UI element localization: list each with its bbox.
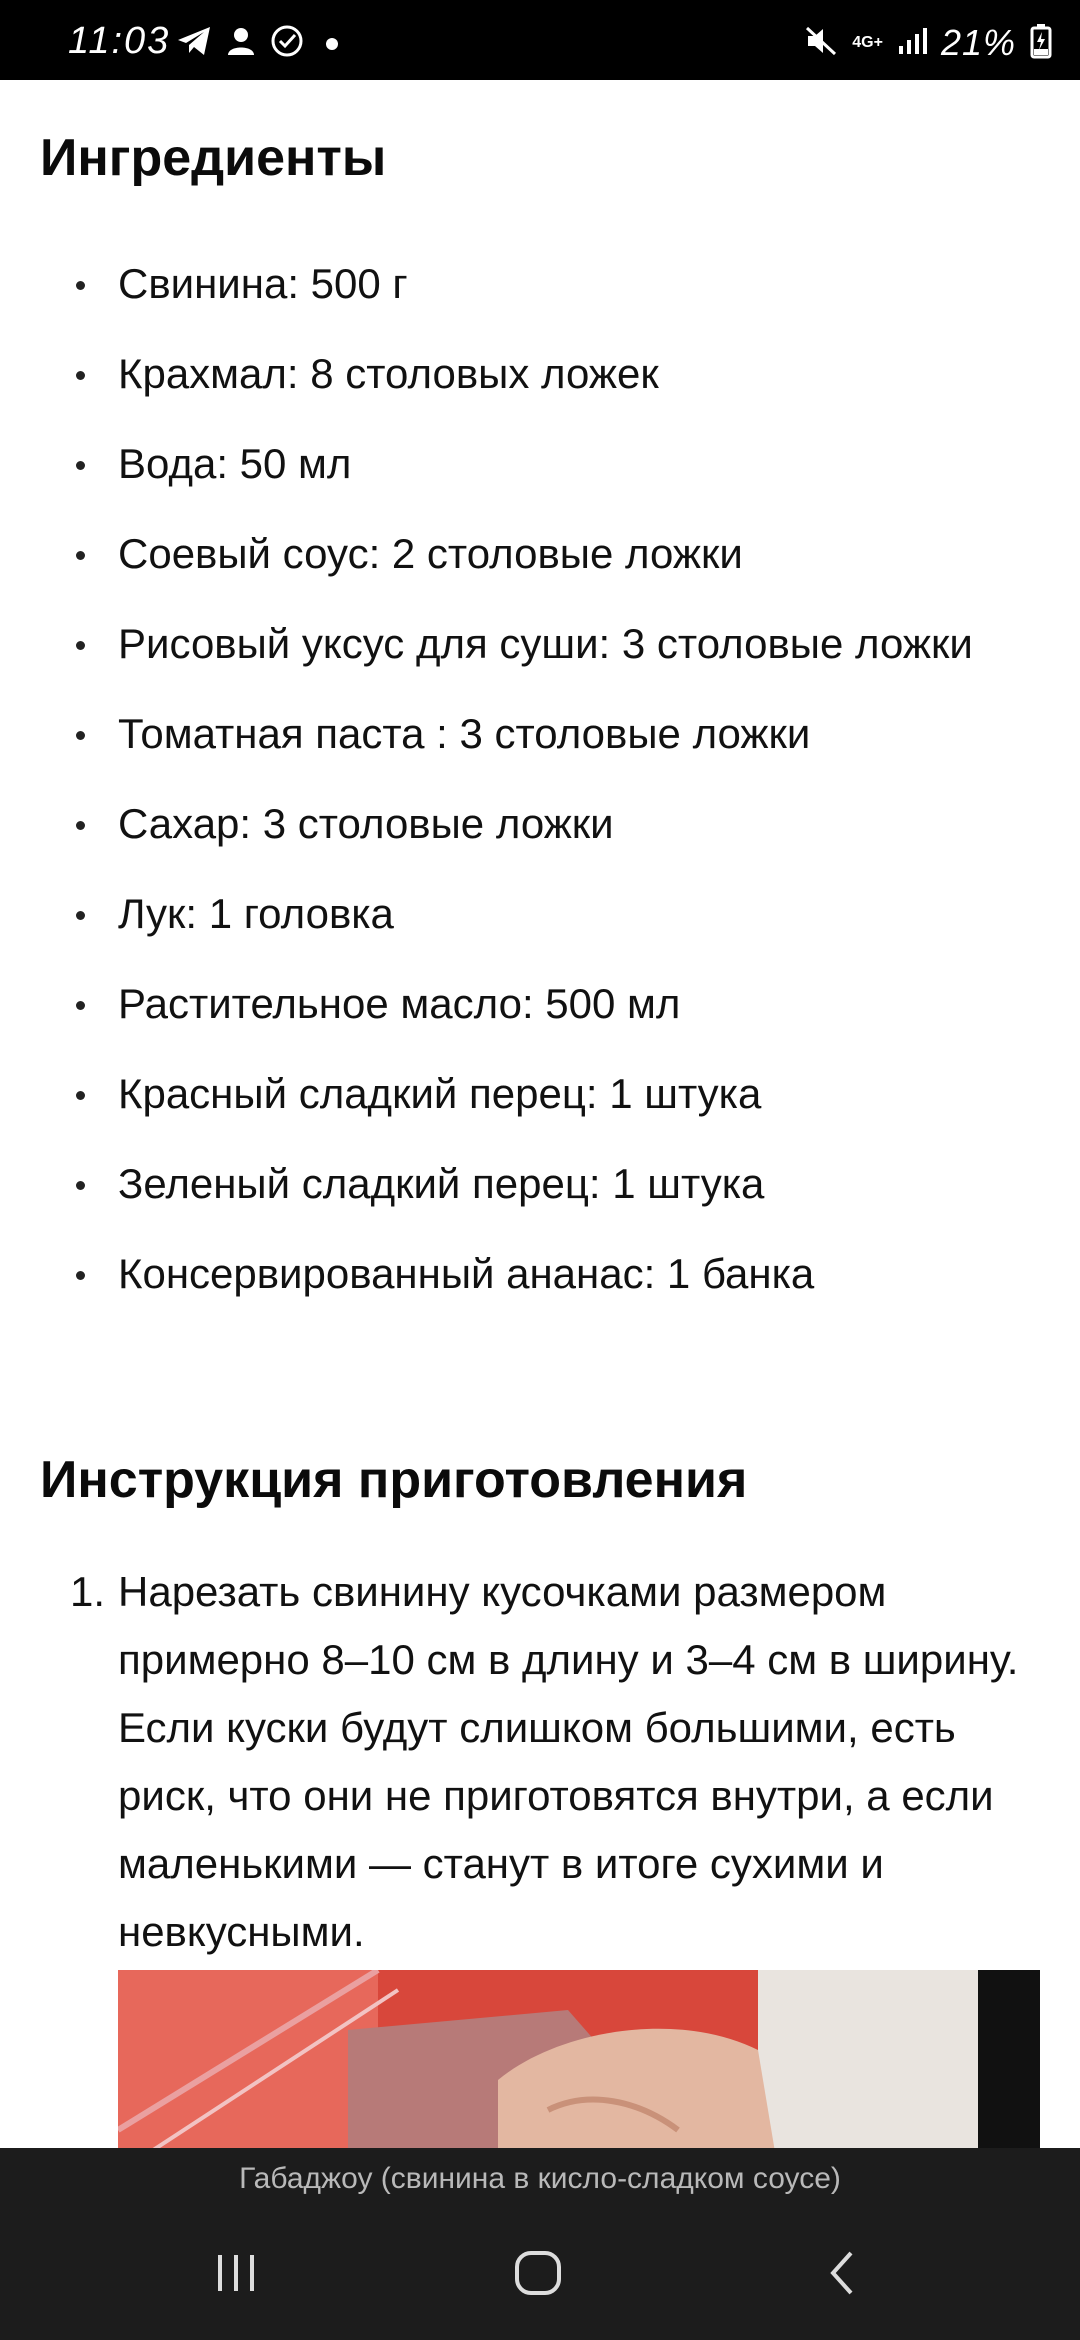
status-time: 11:03 <box>68 20 171 62</box>
bullet-icon <box>76 1271 85 1280</box>
bullet-icon <box>76 551 85 560</box>
navigation-bar <box>0 2210 1080 2340</box>
step-text: Нарезать свинину кусочками размером примерно 8–10 см в длину и 3–4 см в ширину. Если куски будут слишком большими, есть риск, что они не приготовятся внутри, а если маленькими — станут в итоге сухими и невкусными. <box>118 1568 1019 1955</box>
ingredient-text: Лук: 1 головка <box>118 890 394 937</box>
step-photo[interactable] <box>118 1970 1040 2148</box>
bullet-icon <box>76 911 85 920</box>
step-number: 1. <box>70 1568 106 1615</box>
ingredient-item <box>0 520 1080 588</box>
person-icon <box>226 26 256 61</box>
battery-icon <box>1030 23 1052 64</box>
ingredient-text: Красный сладкий перец: 1 штука <box>118 1070 762 1117</box>
ingredients-list <box>0 250 1080 1330</box>
bullet-icon <box>76 461 85 470</box>
ingredient-item <box>0 790 1080 858</box>
instructions-list <box>0 1558 1080 1966</box>
bullet-icon <box>76 821 85 830</box>
recents-button[interactable] <box>196 2240 276 2310</box>
back-button[interactable] <box>802 2240 882 2310</box>
bullet-icon <box>76 731 85 740</box>
back-icon <box>827 2249 857 2302</box>
home-icon <box>514 2250 562 2301</box>
ingredient-item <box>0 970 1080 1038</box>
notification-dot <box>326 38 338 50</box>
ingredient-text: Свинина: 500 г <box>118 260 408 307</box>
signal-icon <box>897 26 927 61</box>
bullet-icon <box>76 371 85 380</box>
ingredient-item <box>0 880 1080 948</box>
article-content[interactable] <box>0 80 1080 2148</box>
mute-icon <box>804 25 838 62</box>
ingredient-text: Томатная паста : 3 столовые ложки <box>118 710 811 757</box>
ingredients-heading: Ингредиенты <box>40 129 387 187</box>
ingredient-text: Сахар: 3 столовые ложки <box>118 800 614 847</box>
home-button[interactable] <box>498 2240 578 2310</box>
bullet-icon <box>76 281 85 290</box>
ingredient-item <box>0 250 1080 318</box>
ingredient-text: Рисовый уксус для суши: 3 столовые ложки <box>118 620 973 667</box>
recents-icon <box>214 2253 258 2298</box>
network-type: 4G+ <box>852 34 883 51</box>
ingredient-text: Соевый соус: 2 столовые ложки <box>118 530 743 577</box>
ingredient-item <box>0 1240 1080 1308</box>
bullet-icon <box>76 1181 85 1190</box>
video-caption: Габаджоу (свинина в кисло-сладком соусе) <box>0 2148 1080 2210</box>
ingredient-item <box>0 340 1080 408</box>
bullet-icon <box>76 1091 85 1100</box>
instructions-heading: Инструкция приготовления <box>40 1451 748 1509</box>
ingredient-text: Консервированный ананас: 1 банка <box>118 1250 815 1297</box>
ingredient-item <box>0 610 1080 678</box>
ingredient-item <box>0 1150 1080 1218</box>
ingredient-text: Растительное масло: 500 мл <box>118 980 681 1027</box>
bullet-icon <box>76 641 85 650</box>
ingredient-item <box>0 1060 1080 1128</box>
battery-percent: 21% <box>940 22 1016 63</box>
bullet-icon <box>76 1001 85 1010</box>
ingredient-text: Крахмал: 8 столовых ложек <box>118 350 659 397</box>
ingredient-text: Вода: 50 мл <box>118 440 352 487</box>
telegram-icon <box>176 25 212 62</box>
ingredient-item <box>0 700 1080 768</box>
check-circle-icon <box>270 24 304 63</box>
ingredient-text: Зеленый сладкий перец: 1 штука <box>118 1160 765 1207</box>
status-bar <box>0 0 1080 80</box>
instruction-step <box>0 1558 1080 1966</box>
ingredient-item <box>0 430 1080 498</box>
